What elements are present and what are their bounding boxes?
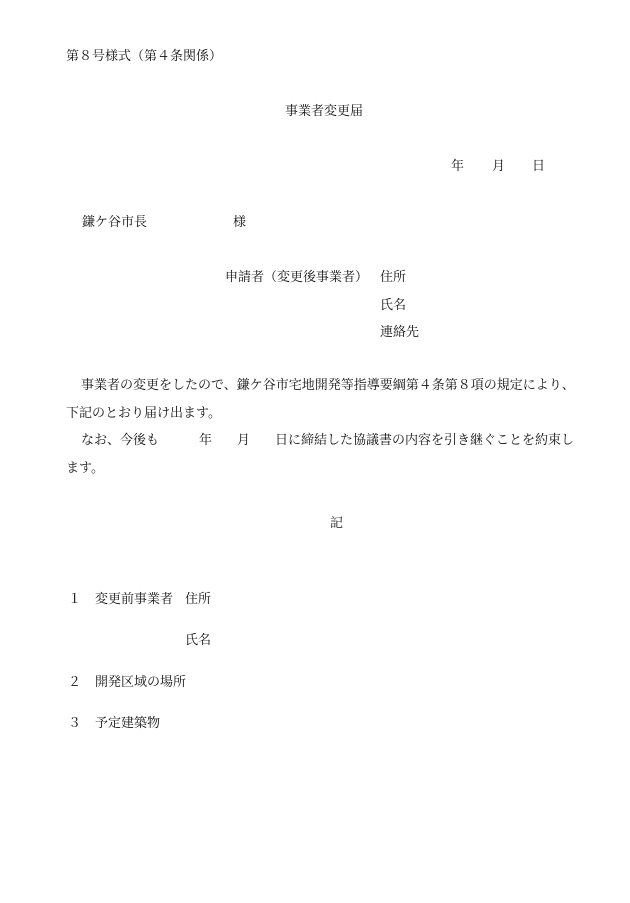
- applicant-name-label: 氏名: [380, 298, 407, 313]
- item-label: 開発区域の場所: [95, 675, 187, 690]
- body-line-3-year: 年: [199, 433, 213, 448]
- body-line-3b: 日に締結した協議書の内容を引き継ぐことを約束し: [275, 433, 575, 448]
- ki-heading: 記: [330, 516, 344, 531]
- item-number: １: [68, 592, 82, 607]
- body-line-2: 下記のとおり届け出ます。: [66, 406, 221, 421]
- form-number: 第８号様式（第４条関係）: [66, 49, 223, 64]
- body-line-1: 事業者の変更をしたので、鎌ケ谷市宅地開発等指導要綱第４条第８項の規定により、: [81, 378, 575, 393]
- addressee-honorific: 様: [233, 215, 247, 230]
- applicant-contact-label: 連絡先: [380, 325, 420, 340]
- item-number: ３: [68, 716, 82, 731]
- applicant-address-label: 住所: [380, 270, 407, 285]
- body-line-3-month: 月: [237, 433, 251, 448]
- addressee-name: 鎌ケ谷市長: [82, 215, 148, 230]
- item-number: ２: [68, 675, 82, 690]
- date-year: 年: [451, 159, 465, 174]
- item-label: 予定建築物: [95, 716, 161, 731]
- item-sub-name: 氏名: [185, 633, 212, 648]
- date-day: 日: [532, 159, 546, 174]
- item-sub-address: 住所: [185, 592, 212, 607]
- body-line-3a: なお、今後も: [81, 433, 160, 448]
- body-line-4: ます。: [66, 461, 104, 476]
- applicant-label: 申請者（変更後事業者）: [225, 270, 369, 285]
- date-month: 月: [492, 159, 506, 174]
- document-title: 事業者変更届: [285, 104, 364, 119]
- item-label: 変更前事業者: [95, 592, 174, 607]
